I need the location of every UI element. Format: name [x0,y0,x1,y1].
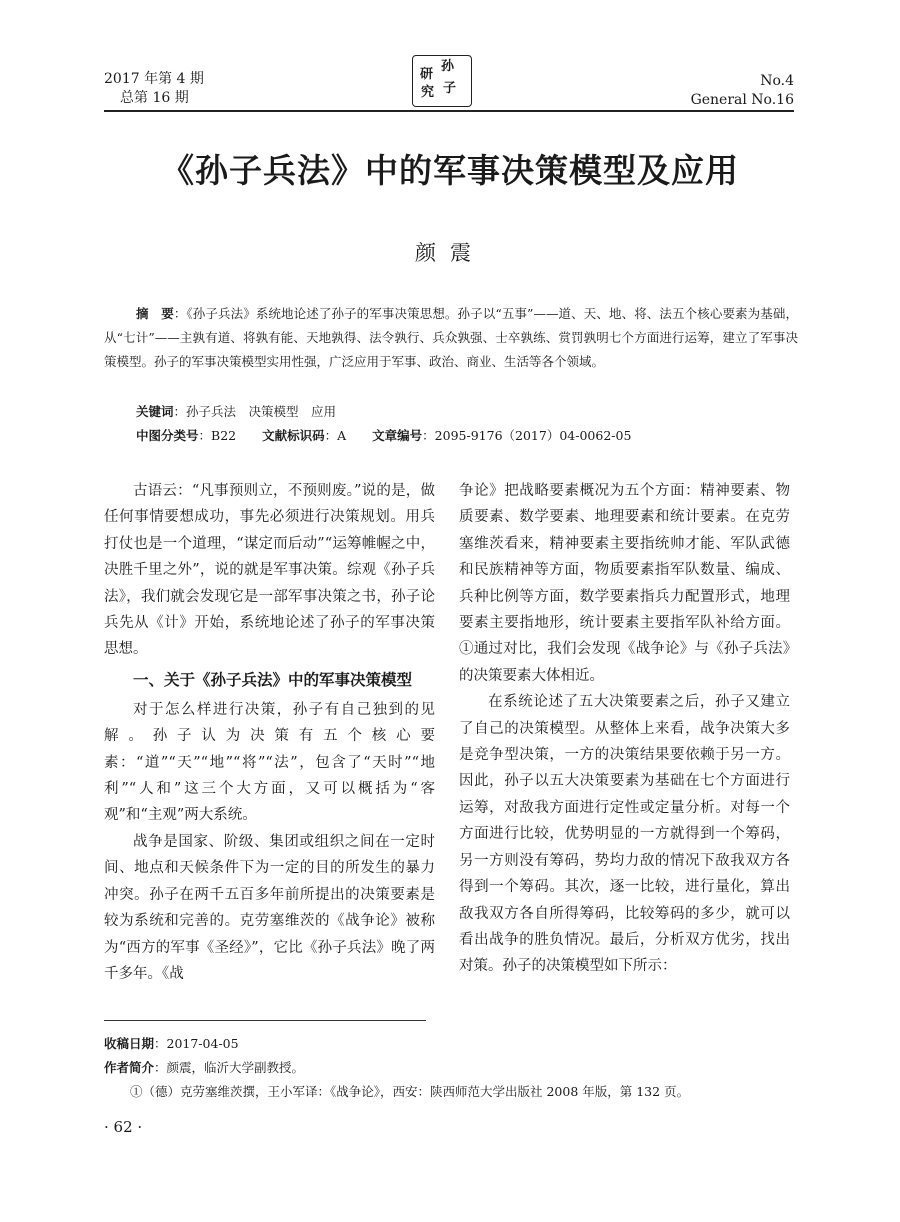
section-heading-1: 一、关于《孙子兵法》中的军事决策模型 [133,670,413,689]
body-column-left [104,478,435,987]
paragraph-intro: 古语云：“凡事预则立，不预则废。”说的是，做任何事情要想成功，事先必须进行决策规划。用兵打仗也是一个道理，“谋定而后动”“运筹帷幄之中，决胜千里之外”，说的就是军事决策。综观《孙子兵法》，我们就会发现它是一部军事决策之书，孙子论兵先从《计》开始，系统地论述了孙子的军事决策思想。 [104,483,435,658]
issue-no: No.4 [760,73,794,89]
journal-issue-info [104,70,204,108]
reference-1: ①（德）克劳塞维茨撰，王小军译：《战争论》，西安：陕西师范大学出版社 2008 年版，第 132 页。 [130,1084,690,1099]
received-date: 收稿日期：2017-04-05 [104,1036,239,1051]
footnote-divider [104,1020,426,1021]
clc-value: ：B22 [198,428,237,443]
abstract-text: ：《孙子兵法》系统地论述了孙子的军事决策思想。孙子以“五事”——道、天、地、将、法五个核心要素为基础，从“七计”——主孰有道、将孰有能、天地孰得、法令孰行、兵众孰强、士卒孰练、赏罚孰明七个方面进行运筹，建立了军事决策模型。孙子的军事决策模型实用性强，广泛应用于军事、政治、商业、生活等各个领域。 [104,306,798,369]
paragraph-war-definition: 战争是国家、阶级、集团或组织之间在一定时间、地点和天候条件下为一定的目的所发生的暴力冲突。孙子在两千五百多年前所提出的决策要素是较为系统和完善的。克劳塞维茨的《战争论》被称为“西方的军事《圣经》”，它比《孙子兵法》晚了两千多年。《战 [104,833,435,982]
page-number: · 62 · [104,1118,143,1136]
journal-number-info [691,72,794,110]
doc-code-value: ：A [324,428,347,443]
general-no: General No.16 [690,92,794,108]
keywords-label: 关键词 [136,404,174,419]
article-id-label: 文章编号 [372,428,423,443]
article-title: 《孙子兵法》中的军事决策模型及应用 [161,151,739,190]
abstract-label: 摘 要 [136,306,174,321]
abstract [104,302,798,374]
paragraph-decision-model: 在系统论述了五大决策要素之后，孙子又建立了自己的决策模型。从整体上来看，战争决策大多是竞争型决策，一方的决策结果要依赖于另一方。因此，孙子以五大决策要素为基础在七个方面进行运筹，对敌我方面进行定性或定量分析。对每一个方面进行比较，优势明显的一方就得到一个筹码，另一方则没有筹码，势均力敌的情况下敌我双方各得到一个筹码。其次，逐一比较，进行量化，算出敌我双方各自所得筹码，比较筹码的多少，就可以看出战争的胜负情况。最后，分析双方优劣，找出对策。孙子的决策模型如下所示： [459,694,790,975]
clc-label: 中图分类号 [136,428,199,443]
year-issue: 2017 年第 4 期 [104,71,204,87]
article-id-value: ：2095-9176（2017）04-0062-05 [422,428,632,443]
author-name: 颜震 [415,241,485,265]
header-divider [104,110,794,112]
author-bio: 作者简介：颜震，临沂大学副教授。 [104,1060,305,1075]
doc-code-label: 文献标识码 [262,428,325,443]
classification-info [136,426,631,446]
body-column-right [459,478,790,980]
keywords [136,402,336,422]
journal-logo-seal: 研 孙 究 子 [412,55,472,107]
paragraph-decision-elements: 对于怎么样进行决策，孙子有自己独到的见解。孙子认为决策有五个核心要素：“道”“天”“地”“将”“法”，包含了“天时”“地利”“人和”这三个大方面，又可以概括为“客观”和“主观”两大系统。 [104,701,435,824]
footnotes [104,1032,804,1104]
paragraph-clausewitz: 争论》把战略要素概况为五个方面：精神要素、物质要素、数学要素、地理要素和统计要素。在克劳塞维茨看来，精神要素主要指统帅才能、军队武德和民族精神等方面，物质要素指军队数量、编成、兵种比例等方面，数学要素指兵力配置形式，地理要素主要指地形，统计要素主要指军队补给方面。①通过对比，我们会发现《战争论》与《孙子兵法》的决策要素大体相近。 [459,483,790,684]
total-issue: 总第 16 期 [120,90,189,106]
keywords-text: ：孙子兵法 决策模型 应用 [173,404,337,419]
